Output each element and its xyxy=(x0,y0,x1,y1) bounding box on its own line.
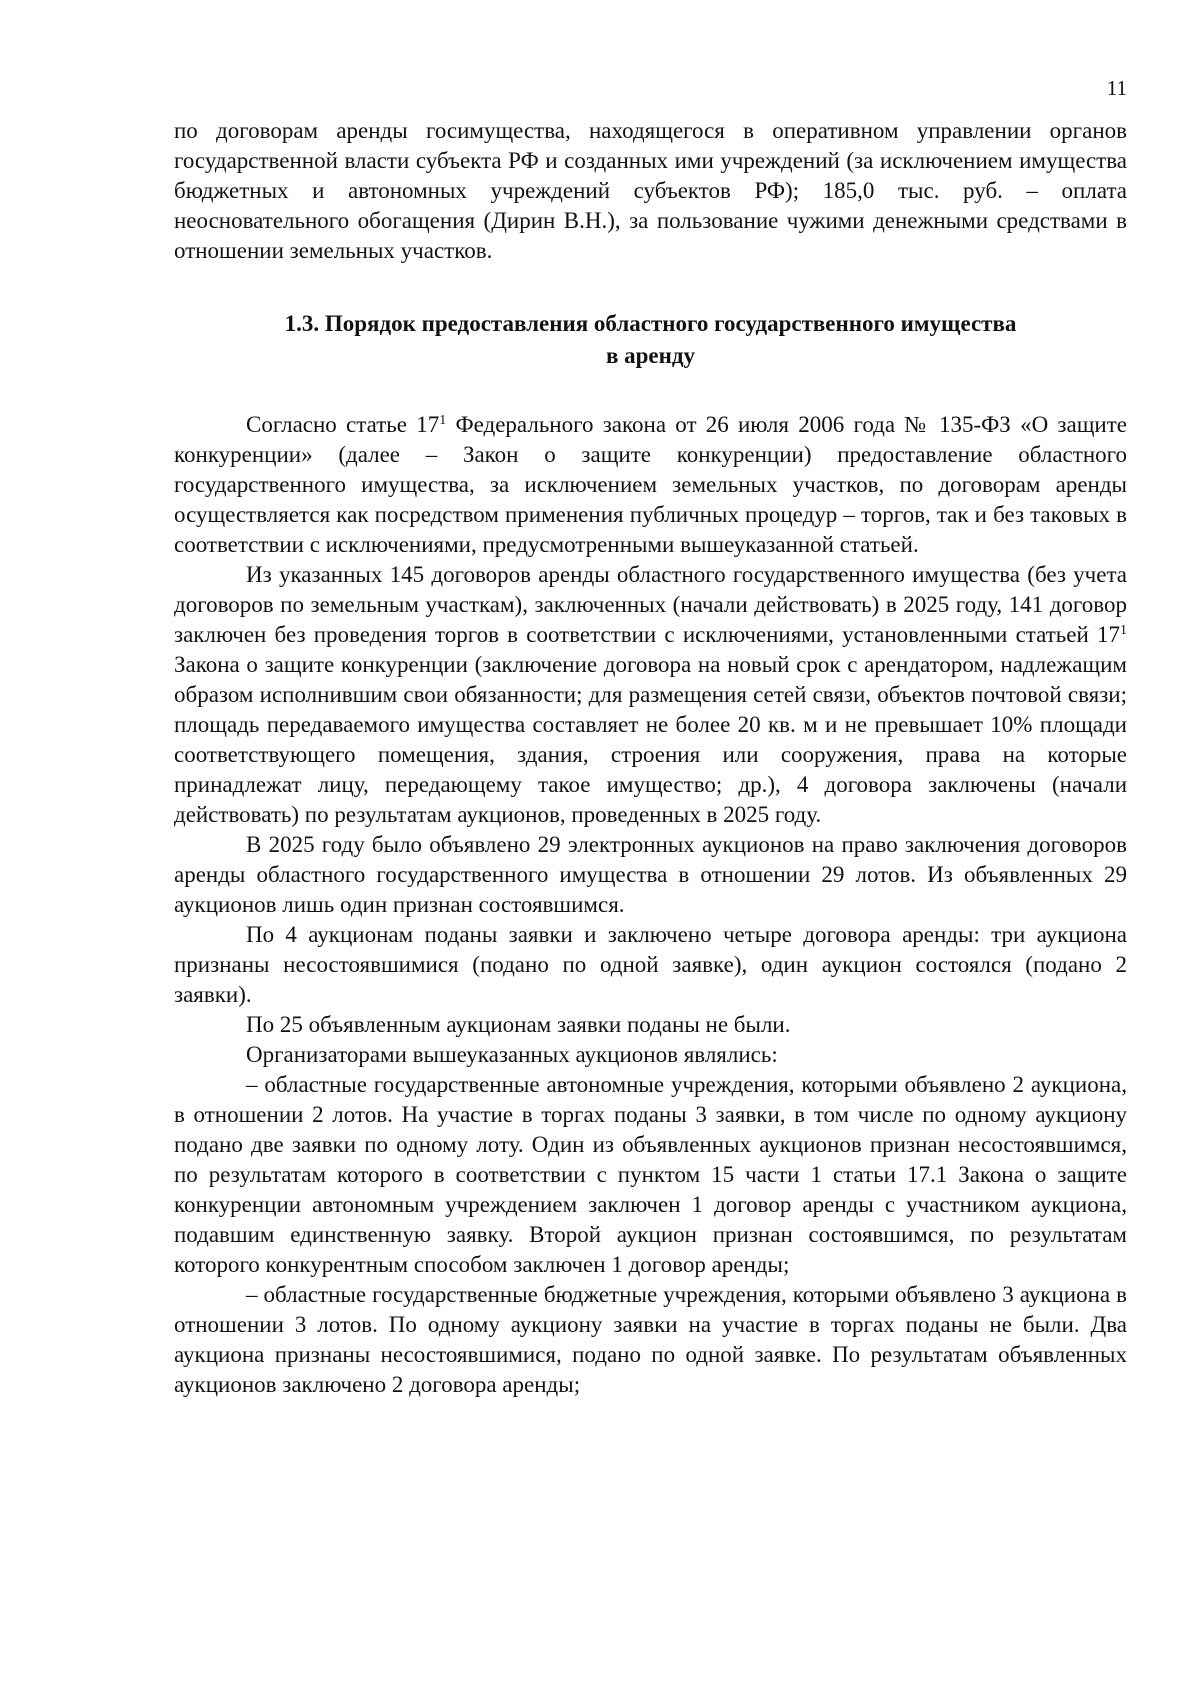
paragraph-auctions-announced: В 2025 году было объявлено 29 электронных аукционов на право заключения договоров аренды областного государственного имущества в отношении 29 лотов. Из объявленных 29 аукционов лишь один признан состоявшимся. xyxy=(174,832,1127,917)
paragraph-contracts-count xyxy=(174,560,1127,830)
section-heading xyxy=(174,308,1127,372)
paragraph-auctions-with-bids: По 4 аукционам поданы заявки и заключено четыре договора аренды: три аукциона признаны несостоявшимися (подано по одной заявке), один аукцион состоялся (подано 2 заявки). xyxy=(174,922,1127,1007)
paragraph-budget-institutions: – областные государственные бюджетные учреждения, которыми объявлено 3 аукциона в отношении 3 лотов. По одному аукциону заявки на участие в торгах поданы не были. Два аукциона признаны несостоявшимися, подано по одной заявке. По результатам объявленных аукционов заключено 2 договора аренды; xyxy=(174,1282,1127,1397)
section-heading-line1: 1.3. Порядок предоставления областного государственного имущества xyxy=(284,311,1017,336)
paragraph-autonomous-institutions: – областные государственные автономные учреждения, которыми объявлено 2 аукциона, в отношении 2 лотов. На участие в торгах поданы 3 заявки, в том числе по одному аукциону подано две заявки по одному лоту. Один из объявленных аукционов признан несостоявшимся, по результатам которого в соответствии с пунктом 15 части 1 статьи 17.1 Закона о защите конкуренции автономным учреждением заключен 1 договор аренды с участником аукциона, подавшим единственную заявку. Второй аукцион признан состоявшимся, по результатам которого конкурентным способом заключен 1 договор аренды; xyxy=(174,1072,1127,1277)
paragraph-auctions-no-bids: По 25 объявленным аукционам заявки поданы не были. xyxy=(246,1012,791,1037)
page-number: 11 xyxy=(1106,76,1127,100)
paragraph-text: Федерального закона от 26 июля 2006 года № 135-ФЗ «О защите конкуренции» (далее – Закон о защите конкуренции) предоставление областного государственного имущества, за исключением земельных участков, по договорам аренды осуществляется как посредством применения публичных процедур – торгов, так и без таковых в соответствии с исключениями, предусмотренными вышеуказанной статьей. xyxy=(174,412,1127,557)
document-body xyxy=(174,116,1127,1400)
superscript: 1 xyxy=(439,413,447,428)
paragraph-article-17-1 xyxy=(174,410,1127,560)
section-heading-line2: в аренду xyxy=(605,343,696,368)
paragraph-organizers: Организаторами вышеуказанных аукционов являлись: xyxy=(246,1042,778,1067)
paragraph-text: Согласно статье 17 xyxy=(246,412,440,437)
paragraph-text: Закона о защите конкуренции (заключение договора на новый срок с арендатором, надлежащим образом исполнившим свои обязанности; для размещения сетей связи, объектов почтовой связи; площадь передаваемого имущества составляет не более 20 кв. м и не превышает 10% площади соответствующего помещения, здания, строения или сооружения, права на которые принадлежат лицу, передающему такое имущество; др.), 4 договора заключены (начали действовать) по результатам аукционов, проведенных в 2025 году. xyxy=(174,652,1127,827)
intro-paragraph: по договорам аренды госимущества, находящегося в оперативном управлении органов государственной власти субъекта РФ и созданных ими учреждений (за исключением имущества бюджетных и автономных учреждений субъектов РФ); 185,0 тыс. руб. – оплата неосновательного обогащения (Дирин В.Н.), за пользование чужими денежными средствами в отношении земельных участков. xyxy=(174,118,1127,263)
superscript: 1 xyxy=(1120,623,1127,638)
paragraph-text: Из указанных 145 договоров аренды областного государственного имущества (без учета договоров по земельным участкам), заключенных (начали действовать) в 2025 году, 141 договор заключен без проведения торгов в соответствии с исключениями, установленными статьей 17 xyxy=(174,562,1127,647)
